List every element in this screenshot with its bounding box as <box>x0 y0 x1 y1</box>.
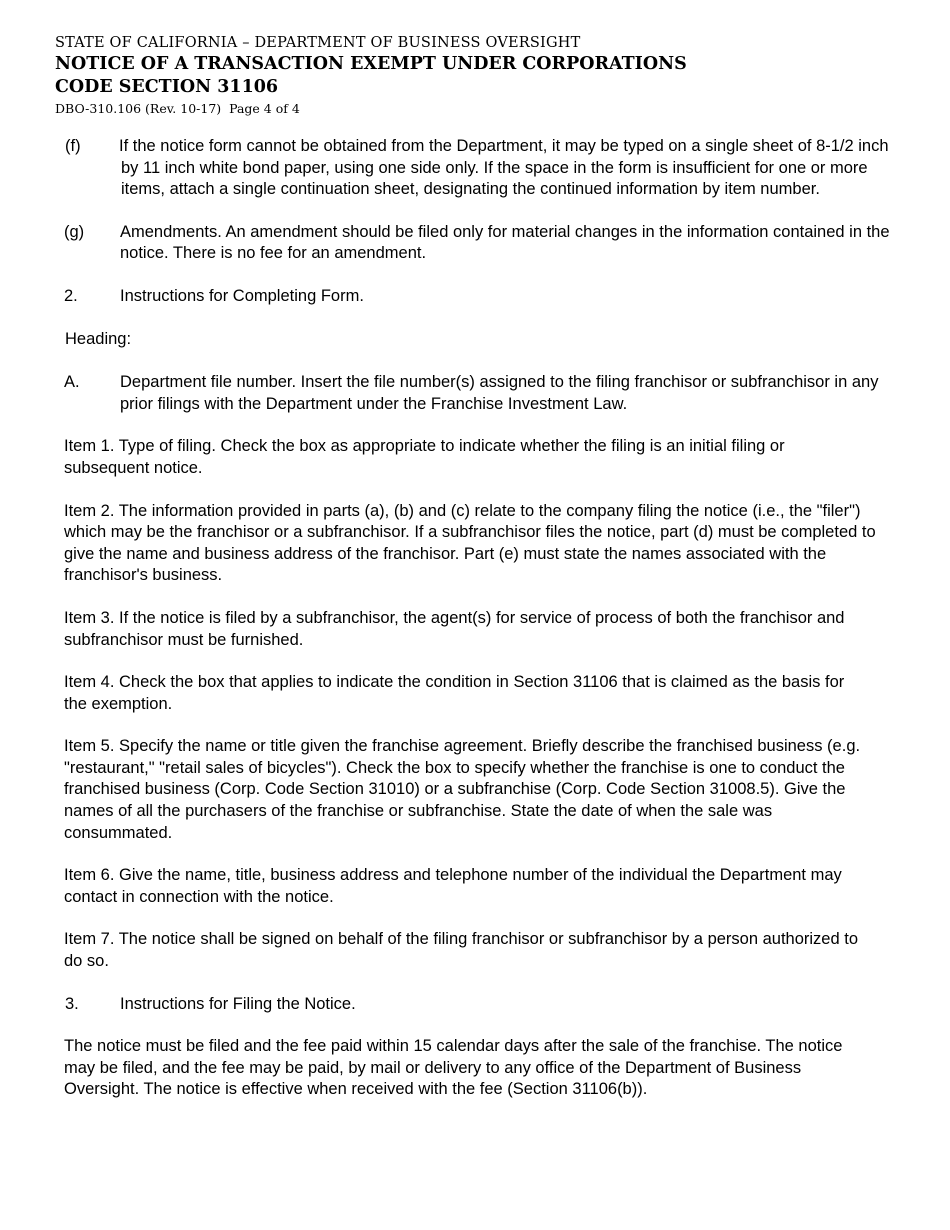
section-f-label: (f) <box>65 137 81 155</box>
agency-name: STATE OF CALIFORNIA – DEPARTMENT OF BUSINESS OVERSIGHT <box>55 35 581 51</box>
item-6: Item 6. Give the name, title, business address and telephone number of the individual the Department may contact in connection with the notice. <box>64 866 842 906</box>
form-number-line <box>55 100 687 117</box>
section-2-label: 2. <box>64 286 78 305</box>
section-f-text: If the notice form cannot be obtained from the Department, it may be typed on a single sheet of 8-1/2 inch by 11 inch white bond paper, using one side only. If the space in the form is insufficient for one or more items, attach a single continuation sheet, designating the continued information by item number. <box>119 137 889 199</box>
section-a-label: A. <box>64 373 80 392</box>
section-a-text: Department file number. Insert the file number(s) assigned to the filing franchisor or subfranchisor in any prior filings with the Department under the Franchise Investment Law. <box>120 373 879 413</box>
filing-instructions: The notice must be filed and the fee paid within 15 calendar days after the sale of the franchise. The notice may be filed, and the fee may be paid, by mail or delivery to any office of the Department of Business Oversight. The notice is effective when received with the fee (Section 31106(b)). <box>64 1037 843 1099</box>
form-title-line-1: NOTICE OF A TRANSACTION EXEMPT UNDER CORPORATIONS <box>55 54 687 74</box>
section-g-label: (g) <box>64 222 85 241</box>
item-1: Item 1. Type of filing. Check the box as appropriate to indicate whether the filing is an initial filing or subsequent notice. <box>64 437 785 477</box>
section-3-label: 3. <box>65 994 79 1013</box>
section-g-text: Amendments. An amendment should be filed only for material changes in the information contained in the notice. There is no fee for an amendment. <box>120 222 890 263</box>
item-5: Item 5. Specify the name or title given the franchise agreement. Briefly describe the franchised business (e.g. "restaurant," "retail sales of bicycles"). Check the box to specify whether the franchise is one to conduct the franchised business (Corp. Code Section 31010) or a subfranchise (Corp. Code Section 31008.5). Give the names of all the purchasers of the franchise or subfranchise. State the date of when the sale was consummated. <box>64 737 861 842</box>
section-g <box>64 222 894 265</box>
section-2 <box>64 286 894 308</box>
item-2: Item 2. The information provided in parts (a), (b) and (c) relate to the company filing the notice (i.e., the "filer") which may be the franchisor or a subfranchisor. If a subfranchisor files the notice, part (d) must be completed to give the name and business address of the franchisor. Part (e) must state the names associated with the franchisor's business. <box>64 501 876 585</box>
item-3: Item 3. If the notice is filed by a subfranchisor, the agent(s) for service of process of both the franchisor and subfranchisor must be furnished. <box>64 608 845 649</box>
item-7: Item 7. The notice shall be signed on behalf of the filing franchisor or subfranchisor by a person authorized to do so. <box>64 930 858 971</box>
document-body <box>64 136 894 1101</box>
heading-label: Heading: <box>65 329 132 348</box>
section-2-text: Instructions for Completing Form. <box>120 286 364 305</box>
item-4: Item 4. Check the box that applies to indicate the condition in Section 31106 that is claimed as the basis for the exemption. <box>64 673 845 713</box>
page-number: Page 4 of 4 <box>229 101 300 116</box>
form-title-line-2: CODE SECTION 31106 <box>55 77 279 97</box>
page-header <box>55 34 687 117</box>
section-f <box>65 136 894 201</box>
section-3-text: Instructions for Filing the Notice. <box>120 994 356 1013</box>
section-a <box>64 372 894 415</box>
form-number: DBO-310.106 (Rev. 10-17) <box>55 101 222 116</box>
section-3 <box>65 994 894 1016</box>
